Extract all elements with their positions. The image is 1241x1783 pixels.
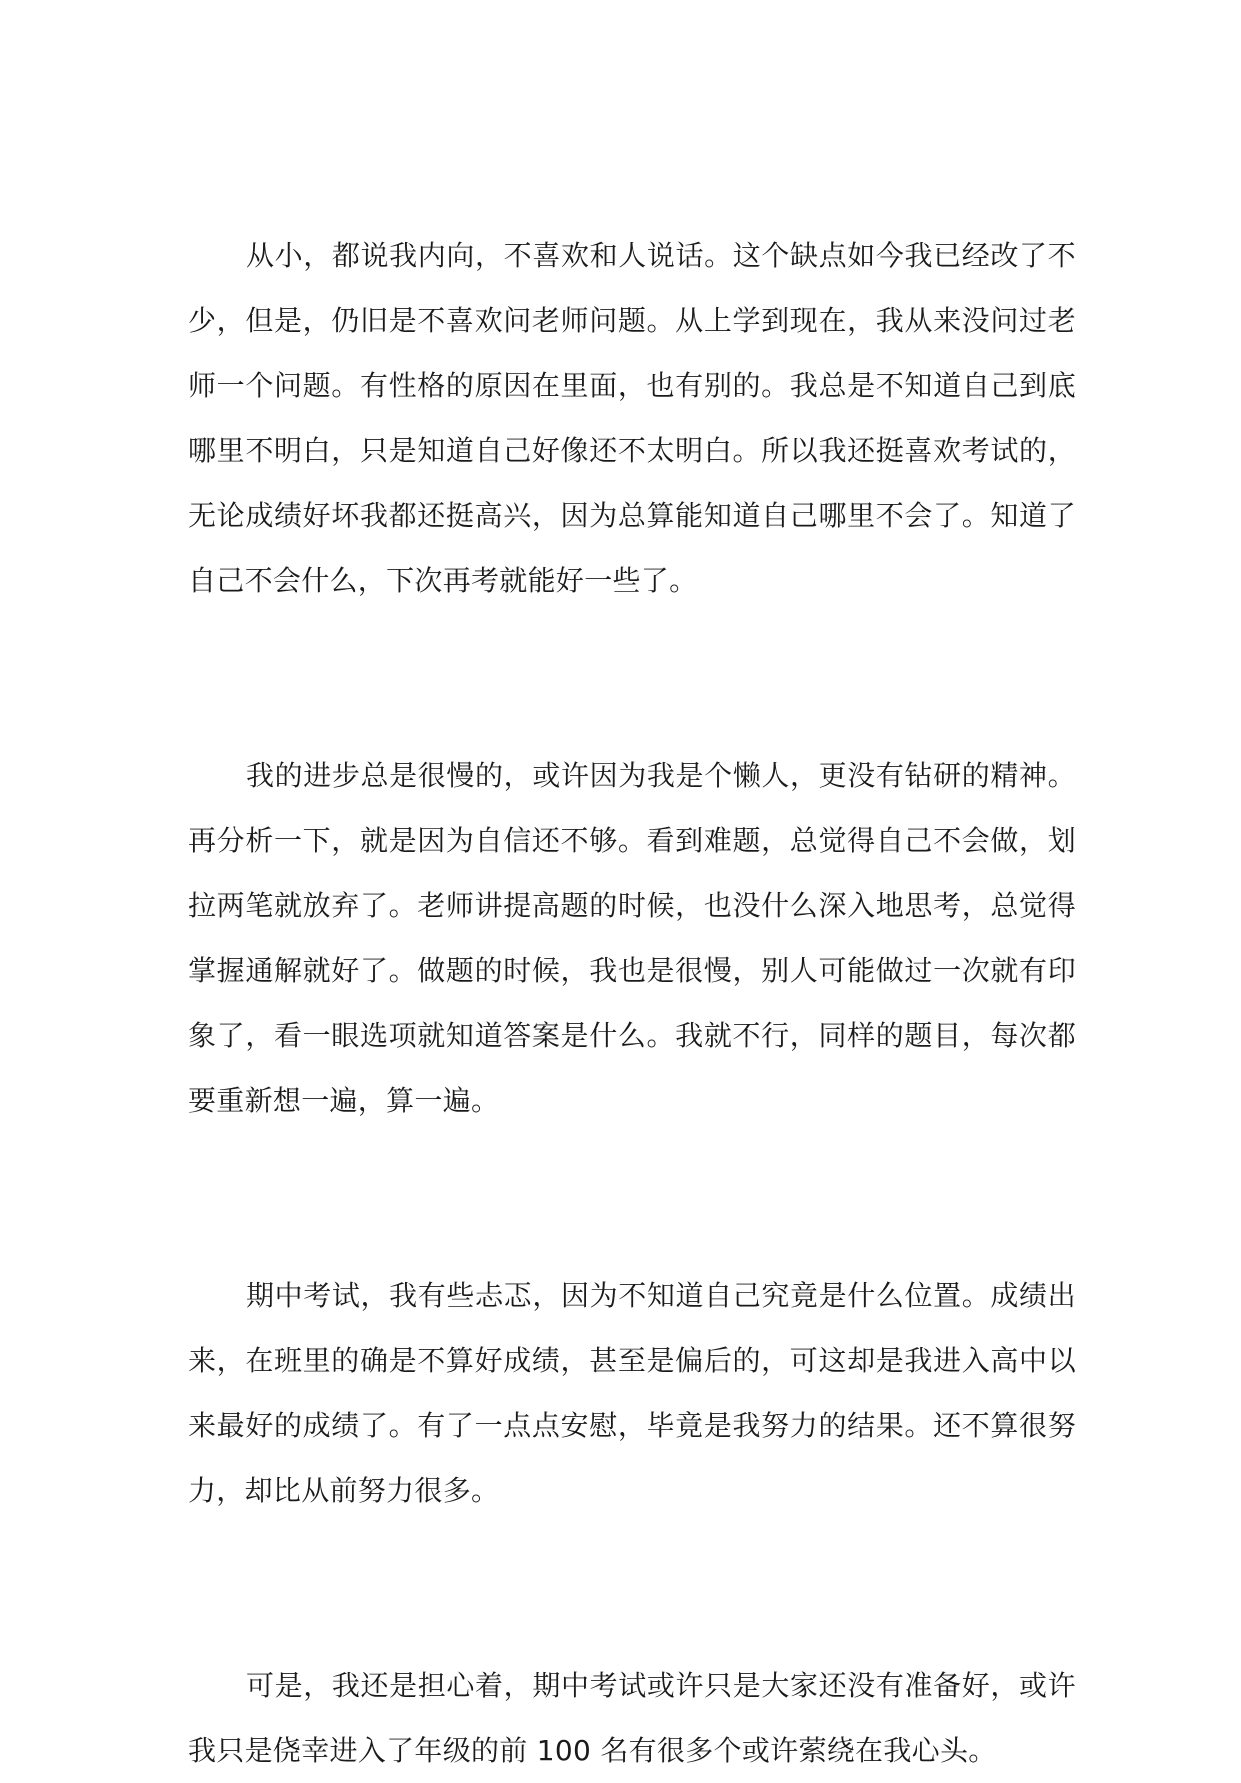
- paragraph-1: 从小，都说我内向，不喜欢和人说话。这个缺点如今我已经改了不少，但是，仍旧是不喜欢问老师问题。从上学到现在，我从来没问过老师一个问题。有性格的原因在里面，也有别的。我总是不知道自己到底哪里不明白，只是知道自己好像还不太明白。所以我还挺喜欢考试的，无论成绩好坏我都还挺高兴，因为总算能知道自己哪里不会了。知道了自己不会什么，下次再考就能好一些了。: [188, 239, 1076, 597]
- document-body: [188, 223, 1076, 1783]
- paragraph-2: 我的进步总是很慢的，或许因为我是个懒人，更没有钻研的精神。再分析一下，就是因为自信还不够。看到难题，总觉得自己不会做，划拉两笔就放弃了。老师讲提高题的时候，也没什么深入地思考，总觉得掌握通解就好了。做题的时候，我也是很慢，别人可能做过一次就有印象了，看一眼选项就知道答案是什么。我就不行，同样的题目，每次都要重新想一遍，算一遍。: [188, 759, 1076, 1117]
- paragraph-4: 可是，我还是担心着，期中考试或许只是大家还没有准备好，或许我只是侥幸进入了年级的前 100 名有很多个或许萦绕在我心头。: [188, 1669, 1076, 1767]
- paragraph-3: 期中考试，我有些忐忑，因为不知道自己究竟是什么位置。成绩出来，在班里的确是不算好成绩，甚至是偏后的，可这却是我进入高中以来最好的成绩了。有了一点点安慰，毕竟是我努力的结果。还不算很努力，却比从前努力很多。: [188, 1279, 1076, 1507]
